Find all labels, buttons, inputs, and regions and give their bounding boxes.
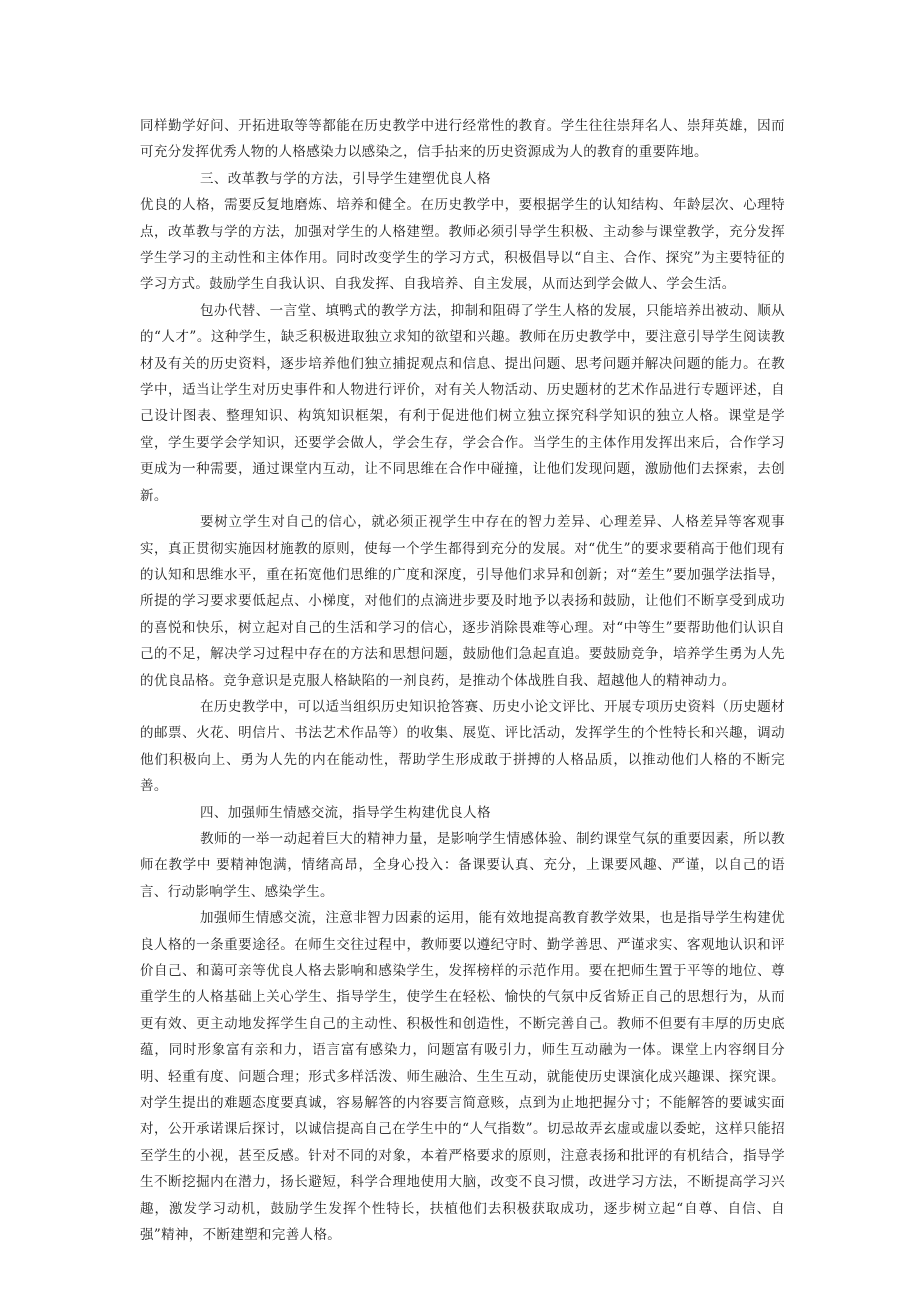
section-heading-three: 三、改革教与学的方法，引导学生建塑优良人格 — [200, 170, 491, 187]
paragraph: 优良的人格，需要反复地磨炼、培养和健全。在历史教学中，要根据学生的认知结构、年龄层次、心理特点，改革教与学的方法，加强对学生的人格建塑。教师必须引导学生积极、主动参与课堂教学，充分发挥学生学习的主动性和主体作用。同时改变学生的学习方式，积极倡导以“自主、合作、探究”为主要特征的学习方式。鼓励学生自我认识、自我发挥、自我培养、自主发展，从而达到学会做人、学会生活。 — [140, 197, 785, 293]
paragraph: 包办代替、一言堂、填鸭式的教学方法，抑制和阻碍了学生人格的发展，只能培养出被动、顺从的“人才”。这种学生，缺乏积极进取独立求知的欲望和兴趣。教师在历史教学中，要注意引导学生阅读教材及有关的历史资料，逐步培养他们独立捕捉观点和信息、提出问题、思考问题并解决问题的能力。在教学中，适当让学生对历史事件和人物进行评价，对有关人物活动、历史题材的艺术作品进行专题评述，自己设计图表、整理知识、构筑知识框架，有利于促进他们树立独立探究科学知识的独立人格。课堂是学堂，学生要学会学知识，还要学会做人，学会生存，学会合作。当学生的主体作用发挥出来后，合作学习更成为一种需要，通过课堂内互动，让不同思维在合作中碰撞，让他们发现问题，激励他们去探索，去创新。 — [140, 302, 785, 504]
section-heading-four: 四、加强师生情感交流，指导学生构建优良人格 — [200, 804, 491, 821]
paragraph: 在历史教学中，可以适当组织历史知识抢答赛、历史小论文评比、开展专项历史资料（历史题材的邮票、火花、明信片、书法艺术作品等）的收集、展览、评比活动，发挥学生的个性特长和兴趣，调动他们积极向上、勇为人先的内在能动性，帮助学生形成敢于拼搏的人格品质，以推动他们人格的不断完善。 — [140, 698, 785, 795]
paragraph-intro-continuation: 同样勤学好问、开拓进取等等都能在历史教学中进行经常性的教育。学生往往崇拜名人、崇拜英雄，因而可充分发挥优秀人物的人格感染力以感染之，信手拈来的历史资源成为人的教育的重要阵地。 — [140, 118, 785, 161]
paragraph: 要树立学生对自己的信心，就必须正视学生中存在的智力差异、心理差异、人格差异等客观事实，真正贯彻实施因材施教的原则，使每一个学生都得到充分的发展。对“优生”的要求要稍高于他们现有的认知和思维水平，重在拓宽他们思维的广度和深度，引导他们求异和创新；对“差生”要加强学法指导，所提的学习要求要低起点、小梯度，对他们的点滴进步要及时地予以表扬和鼓励，让他们不断享受到成功的喜悦和快乐，树立起对自己的生活和学习的信心，逐步消除畏难等心理。对“中等生”要帮助他们认识自己的不足，解决学习过程中存在的方法和思想问题，鼓励他们急起直追。要鼓励竞争，培养学生勇为人先的优良品格。竞争意识是克服人格缺陷的一剂良药，是推动个体战胜自我、超越他人的精神动力。 — [140, 514, 785, 689]
document-body — [140, 113, 785, 1248]
paragraph: 加强师生情感交流，注意非智力因素的运用，能有效地提高教育教学效果，也是指导学生构建优良人格的一条重要途径。在师生交往过程中，教师要以遵纪守时、勤学善思、严谨求实、客观地认识和评价自己、和蔼可亲等优良人格去影响和感染学生，发挥榜样的示范作用。要在把师生置于平等的地位、尊重学生的人格基础上关心学生、指导学生，使学生在轻松、愉快的气氛中反省矫正自己的思想行为，从而更有效、更主动地发挥学生自己的主动性、积极性和创造性，不断完善自己。教师不但要有丰厚的历史底蕴，同时形象富有亲和力，语言富有感染力，问题富有吸引力，师生互动融为一体。课堂上内容纲目分明、轻重有度、问题合理；形式多样活泼、师生融洽、生生互动，就能使历史课演化成兴趣课、探究课。对学生提出的难题态度要真诚，容易解答的内容要言简意赅，点到为止地把握分寸；不能解答的要诚实面对，公开承诺课后探讨，以诚信提高自己在学生中的“人气指数”。切忌故弄玄虚或虚以委蛇，这样只能招至学生的小视，甚至反感。针对不同的对象，本着严格要求的原则，注意表扬和批评的有机结合，指导学生不断挖掘内在潜力，扬长避短，科学合理地使用大脑，改变不良习惯，改进学习方法，不断提高学习兴趣，激发学习动机，鼓励学生发挥个性特长，扶植他们去积极获取成功，逐步树立起“自尊、自信、自强”精神，不断建塑和完善人格。 — [140, 910, 785, 1244]
paragraph: 教师的一举一动起着巨大的精神力量，是影响学生情感体验、制约课堂气氛的重要因素，所以教师在教学中 要精神饱满，情绪高昂，全身心投入：备课要认真、充分，上课要风趣、严谨，以自己的语言、行动影响学生、感染学生。 — [140, 830, 785, 900]
